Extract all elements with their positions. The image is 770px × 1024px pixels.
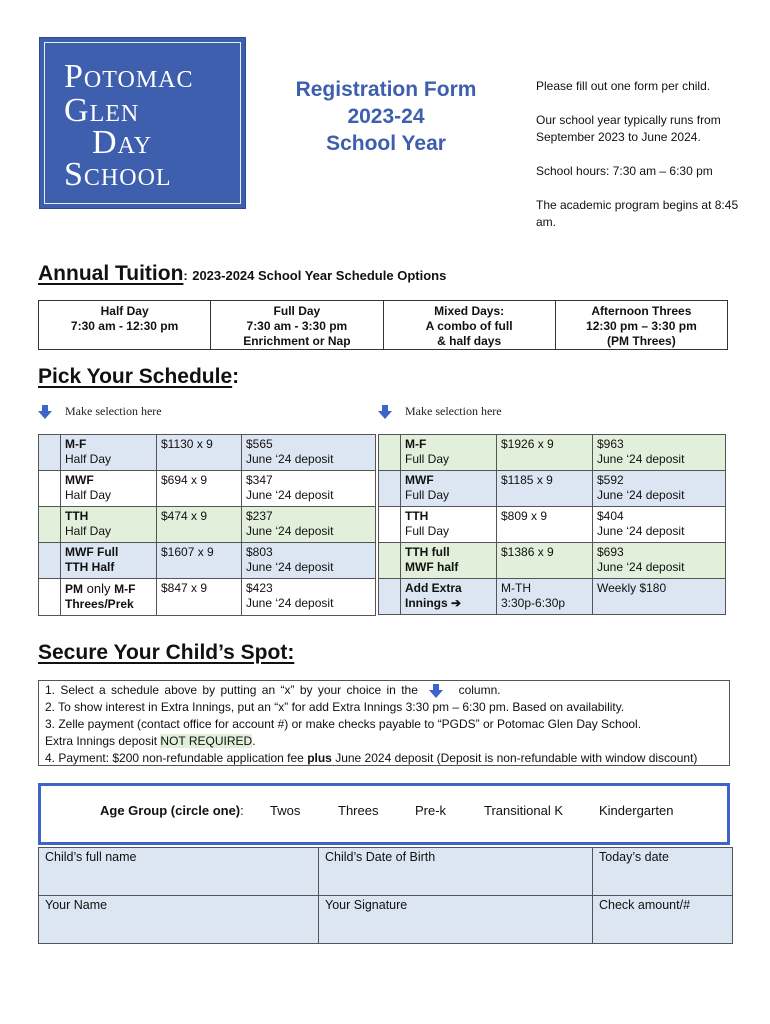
table-row: MWF Half Day $694 x 9 $347 June ‘24 deposit [39,471,376,507]
child-dob-field[interactable]: Child’s Date of Birth [318,847,593,896]
selection-cell[interactable] [379,579,401,615]
instruction-4: 4. Payment: $200 non-refundable application fee plus June 2024 deposit (Deposit is non-refundable with window discount) [45,751,698,765]
title-line-3: School Year [326,132,446,155]
table-row: TTH full MWF half $1386 x 9 $693 June ‘24 deposit [379,543,726,579]
check-amount-field[interactable]: Check amount/# [592,895,733,944]
option-full-day: Full Day 7:30 am - 3:30 pm Enrichment or Nap [211,301,383,349]
your-signature-field[interactable]: Your Signature [318,895,593,944]
selection-cell[interactable] [39,579,61,616]
registration-fields [38,847,732,943]
title-line-2: 2023-24 [347,105,425,128]
table-row: MWF Full Day $1185 x 9 $592 June ‘24 deposit [379,471,726,507]
title-line-1: Registration Form [295,78,477,101]
full-day-schedule-table [378,434,726,615]
table-row: PM only M-F Threes/Prek $847 x 9 $423 June ‘24 deposit [39,579,376,616]
secure-heading: Secure Your Child’s Spot: [38,641,295,664]
info-school-year: Our school year typically runs from September 2023 to June 2024. [536,113,721,144]
schedule-options-table [38,300,728,350]
table-row: TTH Full Day $809 x 9 $404 June ‘24 deposit [379,507,726,543]
instruction-3: 3. Zelle payment (contact office for account #) or make checks payable to “PGDS” or Potomac Glen Day School. [45,717,642,731]
logo-line-2: GLEN [64,92,140,129]
selection-cell[interactable] [379,543,401,579]
selection-cell[interactable] [39,543,61,579]
tuition-heading: Annual Tuition: 2023-2024 School Year Schedule Options [38,262,447,285]
todays-date-field[interactable]: Today’s date [592,847,733,896]
arrow-down-icon [38,405,52,419]
table-row: TTH Half Day $474 x 9 $237 June ‘24 deposit [39,507,376,543]
your-name-field[interactable]: Your Name [38,895,319,944]
instruction-2: 2. To show interest in Extra Innings, put an “x” for add Extra Innings 3:30 pm – 6:30 pm. Based on availability. [45,700,625,714]
arrow-down-icon [429,684,443,698]
age-option-kindergarten[interactable]: Kindergarten [599,803,674,818]
instruction-extra-innings: Extra Innings deposit NOT REQUIRED. [45,734,256,748]
table-row: M-F Full Day $1926 x 9 $963 June ‘24 deposit [379,435,726,471]
info-panel [536,78,751,248]
school-logo [39,37,246,209]
left-selection-label: Make selection here [38,404,162,419]
selection-cell[interactable] [379,507,401,543]
instruction-1: 1. Select a schedule above by putting an “x” by your choice in the column. [45,683,501,697]
info-academic-start: The academic program begins at 8:45 am. [536,198,739,229]
child-full-name-field[interactable]: Child’s full name [38,847,319,896]
logo-line-1: POTOMAC [64,58,194,95]
tuition-subheading: 2023-2024 School Year Schedule Options [192,268,447,283]
info-one-form: Please fill out one form per child. [536,79,711,93]
option-mixed-days: Mixed Days: A combo of full & half days [384,301,556,349]
selection-cell[interactable] [39,507,61,543]
table-row: M-F Half Day $1130 x 9 $565 June ‘24 deposit [39,435,376,471]
table-row: MWF Full TTH Half $1607 x 9 $803 June ‘24 deposit [39,543,376,579]
schedule-heading: Pick Your Schedule: [38,365,240,388]
arrow-down-icon [378,405,392,419]
logo-line-4: SCHOOL [64,156,172,193]
selection-cell[interactable] [379,435,401,471]
info-school-hours: School hours: 7:30 am – 6:30 pm [536,164,713,178]
instructions-box [38,680,730,766]
logo-line-3: DAY [92,124,153,161]
form-title [274,76,498,157]
age-option-transitional-k[interactable]: Transitional K [484,803,563,818]
age-group-label: Age Group (circle one): [100,803,244,818]
age-group-box [38,783,730,845]
table-row: Add Extra Innings ➔ M-TH 3:30p-6:30p Weekly $180 [379,579,726,615]
selection-cell[interactable] [39,471,61,507]
age-option-prek[interactable]: Pre-k [415,803,447,818]
age-option-twos[interactable]: Twos [270,803,301,818]
selection-cell[interactable] [379,471,401,507]
age-option-threes[interactable]: Threes [338,803,379,818]
selection-cell[interactable] [39,435,61,471]
option-afternoon-threes: Afternoon Threes 12:30 pm – 3:30 pm (PM Threes) [586,304,697,348]
right-selection-label: Make selection here [378,404,502,419]
half-day-schedule-table [38,434,376,616]
option-half-day: Half Day 7:30 am - 12:30 pm [39,301,211,349]
